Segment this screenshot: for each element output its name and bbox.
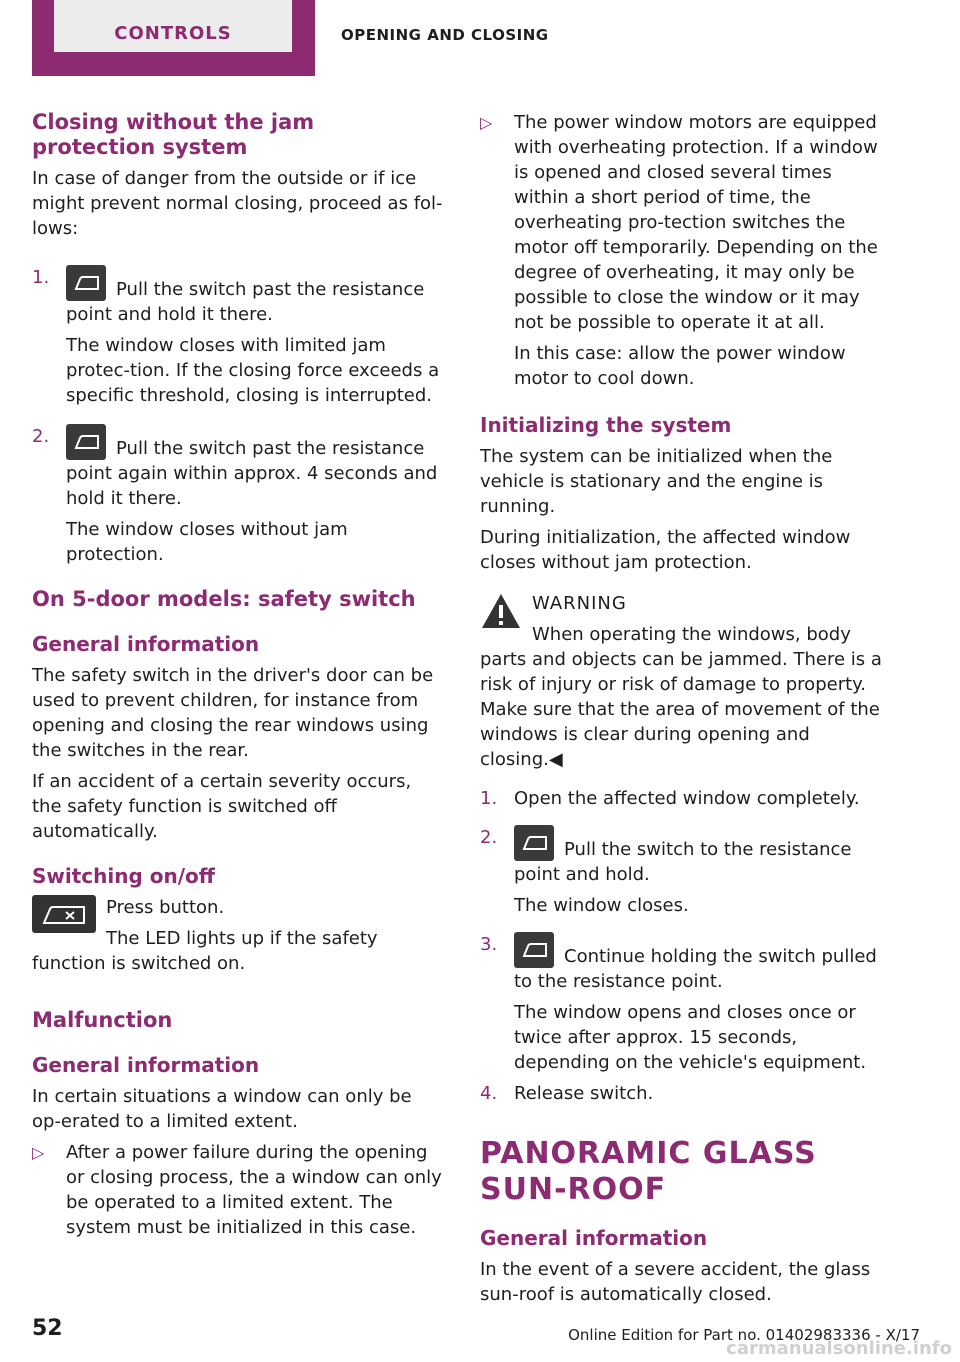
watermark: carmanualsonline.info <box>726 1338 952 1359</box>
malfunction-general-heading: General information <box>32 1053 260 1077</box>
step-text: Continue holding the switch pulled to the resistance point. <box>514 946 877 992</box>
closing-intro: In case of danger from the outside or if ice might prevent normal closing, proceed as fol‐lows: <box>32 168 443 239</box>
warning-label: WARNING <box>532 593 627 614</box>
sunroof-general-heading: General information <box>480 1226 708 1250</box>
general-p1: The safety switch in the driver's door can be used to prevent children, for instance from opening and closing the rear windows using the switches in the rear. <box>32 665 434 761</box>
child-lock-button-icon <box>32 895 96 933</box>
step-number: 4. <box>480 1083 498 1104</box>
warning-text: When operating the windows, body parts and objects can be jammed. There is a risk of injury or risk of damage to property. Make sure that the area of movement of the windows is clear during opening and closing.◀ <box>480 624 882 770</box>
switching-p2: The LED lights up if the safety function is switched on. <box>32 928 378 974</box>
step-subtext: The window closes. <box>514 895 689 916</box>
step-number: 1. <box>32 267 50 288</box>
general-info-heading: General information <box>32 632 260 656</box>
general-p2: If an accident of a certain severity occurs, the safety function is switched off automatically. <box>32 771 412 842</box>
step-subtext: The window opens and closes once or twice after approx. 15 seconds, depending on the vehicle's equipment. <box>514 1002 867 1073</box>
right-step-1 <box>480 786 892 811</box>
overheating-bullet <box>480 110 892 391</box>
init-p1: The system can be initialized when the vehicle is stationary and the engine is running. <box>480 446 833 517</box>
closing-heading: Closing without the jam protection system <box>32 110 315 159</box>
step-text: Open the affected window completely. <box>514 788 860 809</box>
warning-icon <box>480 591 522 631</box>
left-step-1 <box>32 265 444 408</box>
window-switch-icon <box>514 932 554 968</box>
step-number: 1. <box>480 788 498 809</box>
malfunction-bullet <box>32 1140 444 1240</box>
right-column <box>480 110 892 1313</box>
right-step-2 <box>480 825 892 918</box>
switching-p1: Press button. <box>106 897 225 918</box>
switching-heading: Switching on/off <box>32 864 215 888</box>
right-step-3 <box>480 932 892 1075</box>
init-heading: Initializing the system <box>480 413 732 437</box>
safety-switch-heading: On 5-door models: safety switch <box>32 587 416 611</box>
window-switch-icon <box>514 825 554 861</box>
sunroof-p1: In the event of a severe accident, the glass sun‐roof is automatically closed. <box>480 1259 871 1305</box>
header-tab-label: CONTROLS <box>54 0 292 52</box>
step-number: 2. <box>480 827 498 848</box>
bullet-triangle-icon: ▷ <box>32 1143 45 1162</box>
right-step-4 <box>480 1081 892 1106</box>
bullet-text: The power window motors are equipped with overheating protection. If a window is opened and closed several times within a short period of time, the overheating pro‐tection switches the motor off temporarily. Depending on the degree of overheating, it may only be possible to close the window or it may not be possible to operate it at all. <box>514 112 878 333</box>
left-step-2 <box>32 424 444 567</box>
window-switch-icon <box>66 424 106 460</box>
step-text: Release switch. <box>514 1083 654 1104</box>
step-text: Pull the switch to the resistance point and hold. <box>514 839 852 885</box>
header-section-title: OPENING AND CLOSING <box>341 26 549 44</box>
malfunction-heading: Malfunction <box>32 1008 173 1032</box>
edition-note: Online Edition for Part no. 01402983336 - X/17 <box>568 1326 920 1344</box>
malfunction-p1: In certain situations a window can only be op‐erated to a limited extent. <box>32 1086 412 1132</box>
step-number: 2. <box>32 426 50 447</box>
step-text: Pull the switch past the resistance point again within approx. 4 seconds and hold it there. <box>66 438 438 509</box>
warning-block <box>480 591 892 778</box>
bullet-text: After a power failure during the opening or closing process, the a window can only be operated to a limited extent. The system must be initialized in this case. <box>66 1142 442 1238</box>
init-p2: During initialization, the affected window closes without jam protection. <box>480 527 851 573</box>
left-column <box>32 110 444 1246</box>
step-subtext: The window closes with limited jam protec‐tion. If the closing force exceeds a specific threshold, closing is interrupted. <box>66 335 440 406</box>
header-tab <box>32 0 315 76</box>
window-switch-icon <box>66 265 106 301</box>
bullet-text-2: In this case: allow the power window motor to cool down. <box>514 343 846 389</box>
step-number: 3. <box>480 934 498 955</box>
page-number: 52 <box>32 1316 63 1341</box>
step-text: Pull the switch past the resistance point and hold it there. <box>66 279 425 325</box>
step-subtext: The window closes without jam protection. <box>66 519 348 565</box>
bullet-triangle-icon: ▷ <box>480 113 493 132</box>
sunroof-heading: PANORAMIC GLASS SUN‐ROOF <box>480 1136 817 1207</box>
